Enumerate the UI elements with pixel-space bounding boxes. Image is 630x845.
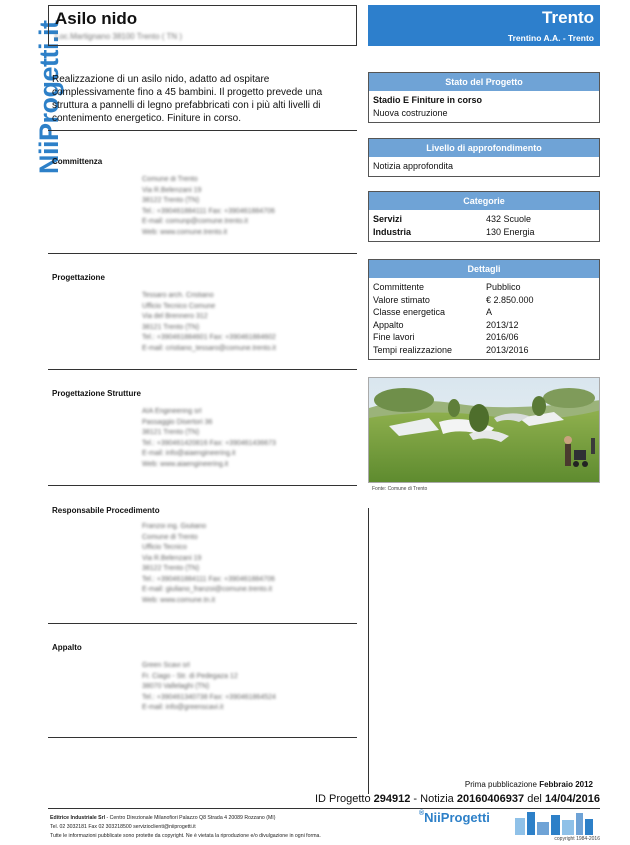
project-photo (368, 377, 600, 483)
footer-contacts: Tel. 02 3032181 Fax 02 303218500 servizioclienti@niiprogetti.it (50, 824, 196, 830)
dettaglio-value: 2013/2016 (486, 344, 529, 355)
divider (48, 130, 357, 131)
contact-line: Comune di Trento (142, 176, 198, 183)
contact-line: Tessaro arch. Cristiano (142, 292, 214, 299)
stato-tipo: Nuova costruzione (373, 107, 448, 118)
dettaglio-row (373, 344, 595, 357)
section-body-responsabile (142, 522, 275, 606)
skyline-logo-icon (513, 810, 595, 835)
brand-logo-vertical (4, 6, 64, 176)
contact-line: Via del Brennero 312 (142, 313, 208, 320)
first-pub-value: Febbraio 2012 (539, 780, 593, 789)
contact-line: 38121 Trento (TN) (142, 429, 200, 436)
project-rendering-image (369, 378, 600, 483)
contact-line: Green Scavi srl (142, 662, 190, 669)
dettaglio-row (373, 319, 595, 332)
publisher-name: Editrice Industriale Srl (50, 815, 106, 821)
stato-stadio: Stadio E Finiture in corso (373, 95, 483, 105)
contact-line: Via R.Belenzani 19 (142, 554, 202, 562)
contact-line: 38121 Trento (TN) (142, 323, 200, 331)
footer-publisher (50, 815, 275, 821)
section-title-responsabile: Responsabile Procedimento (52, 506, 160, 515)
panel-stato (368, 72, 600, 123)
registered-icon: ® (419, 810, 425, 817)
section-title-committenza: Committenza (52, 157, 103, 166)
dettaglio-row (373, 331, 595, 344)
contact-line: AIA Engineering srl (142, 408, 202, 415)
dettaglio-key: Appalto (373, 319, 404, 330)
panel-header-dettagli: Dettagli (369, 260, 599, 278)
contact-line: Tel.: +390461340738 Fax: +390461864524 (142, 693, 276, 701)
contact-line: E-mail: comunp@comune.trento.it (142, 218, 248, 225)
dettaglio-value: € 2.850.000 (486, 294, 534, 305)
section-title-strutture: Progettazione Strutture (52, 389, 141, 398)
panel-header-livello: Livello di approfondimento (369, 139, 599, 157)
id-label: ID Progetto (314, 793, 371, 805)
section-title-progettazione: Progettazione (52, 273, 105, 282)
section-title-appalto: Appalto (52, 643, 82, 652)
contact-line: Tel.: +390461884111 Fax: +390461884706 (142, 575, 275, 583)
section-body-appalto (142, 661, 276, 714)
contact-line: Via R.Belenzani 19 (142, 186, 202, 194)
first-publication (465, 780, 593, 789)
location-box (368, 5, 600, 46)
contact-line: 38122 Trento (TN) (142, 565, 200, 572)
contact-line: E-mail: cristiano_tessaro@comune.trento.it (142, 344, 276, 352)
contact-line: Passaggio Disertori 36 (142, 418, 213, 426)
del-label: del (524, 793, 545, 805)
contact-line: Web: www.comune.tn.it (142, 596, 216, 604)
publisher-address: - Centro Direzionale Milanofiori Palazzo Q8 Strada 4 20089 Rozzano (MI) (105, 815, 276, 821)
dettaglio-key: Tempi realizzazione (373, 344, 453, 355)
contact-line: Tel.: +390461420816 Fax: +390461436673 (142, 439, 276, 447)
dettaglio-key: Classe energetica (373, 307, 446, 317)
del-value: 14/04/2016 (544, 793, 600, 805)
contact-line: Fr. Ciago - Str. di Pedegaza 12 (142, 672, 238, 680)
contact-line: Ufficio Tecnico Comune (142, 302, 216, 310)
id-value: 294912 (373, 793, 411, 805)
dettaglio-key: Committente (373, 282, 425, 292)
livello-value: Notizia approfondita (373, 161, 454, 171)
contact-line: E-mail: info@aiaengineering.it (142, 450, 236, 457)
panel-header-categorie: Categorie (369, 192, 599, 210)
panel-livello (368, 138, 600, 177)
contact-line: 38122 Trento (TN) (142, 197, 200, 204)
divider (48, 623, 357, 624)
section-body-progettazione (142, 291, 276, 354)
dettaglio-value: 2013/12 (486, 319, 519, 330)
notizia-label: - Notizia (410, 793, 457, 805)
dettaglio-row (373, 306, 595, 319)
project-address: Loc.Martignano 38100 Trento ( TN ) (55, 32, 183, 41)
project-title: Asilo nido (55, 9, 138, 28)
column-divider (368, 508, 369, 794)
panel-header-stato: Stato del Progetto (369, 73, 599, 91)
photo-credit: Fonte: Comune di Trento (372, 486, 428, 492)
footer-brand-text: NiiProgetti (424, 810, 490, 825)
panel-categorie (368, 191, 600, 242)
project-title-box (48, 5, 357, 46)
project-id-line (315, 793, 600, 805)
contact-line: E-mail: info@greenscavi.it (142, 704, 224, 711)
panel-dettagli (368, 259, 600, 360)
section-body-committenza (142, 175, 275, 238)
divider (48, 253, 357, 254)
divider (48, 737, 357, 738)
footer-brand-logo (419, 810, 490, 825)
categoria-key: Industria (373, 226, 412, 237)
location-city: Trento (542, 8, 594, 27)
categoria-value: 432 Scuole (486, 214, 532, 224)
notizia-value: 20160406937 (456, 793, 525, 805)
footer-copyright: copyright 1984-2016 (554, 836, 600, 842)
dettaglio-value: Pubblico (486, 282, 521, 292)
dettaglio-key: Fine lavori (373, 332, 415, 342)
contact-line: 38070 Vallelaghi (TN) (142, 683, 210, 690)
project-description: Realizzazione di un asilo nido, adatto ad ospitare complessivamente fino a 45 bambini. Il progetto prevede una struttura a pannelli di legno prefabbricati con i più alti livelli di contenimento energetico. Finiture in corso. (52, 74, 323, 124)
categoria-row (373, 226, 595, 239)
contact-line: Ufficio Tecnico (142, 544, 187, 551)
panel-body-stato (369, 91, 599, 122)
panel-body-livello (369, 157, 599, 176)
contact-line: Comune di Trento (142, 533, 198, 541)
dettaglio-key: Valore stimato (373, 294, 430, 305)
contact-line: Franzoi ing. Giuliano (142, 523, 207, 530)
dettaglio-value: A (486, 307, 493, 317)
panel-body-categorie (369, 210, 599, 241)
footer-divider (48, 808, 600, 809)
contact-line: Web: www.aiaengineering.it (142, 460, 229, 468)
section-body-strutture (142, 407, 276, 470)
contact-line: Web: www.comune.trento.it (142, 228, 228, 236)
first-pub-label: Prima pubblicazione (464, 780, 537, 789)
panel-body-dettagli (369, 278, 599, 359)
contact-line: E-mail: giuliano_franzoi@comune.trento.it (142, 586, 273, 593)
divider (48, 485, 357, 486)
brand-logo-text: NiiProgetti.it (34, 20, 64, 174)
location-region: Trentino A.A. - Trento (507, 33, 594, 43)
categoria-value: 130 Energia (486, 226, 535, 237)
dettaglio-value: 2016/06 (486, 332, 519, 342)
contact-line: Tel.: +390461884601 Fax: +390461884602 (142, 334, 276, 341)
dettaglio-row (373, 281, 595, 294)
categoria-row (373, 213, 595, 226)
dettaglio-row (373, 294, 595, 307)
categoria-key: Servizi (373, 214, 403, 224)
divider (48, 369, 357, 370)
contact-line: Tel.: +390461884111 Fax: +390461884706 (142, 207, 275, 215)
footer-disclaimer: Tutte le informazioni pubblicate sono protette da copyright. Ne è vietata la riproduzione e/o divulgazione in ogni forma. (50, 833, 321, 839)
